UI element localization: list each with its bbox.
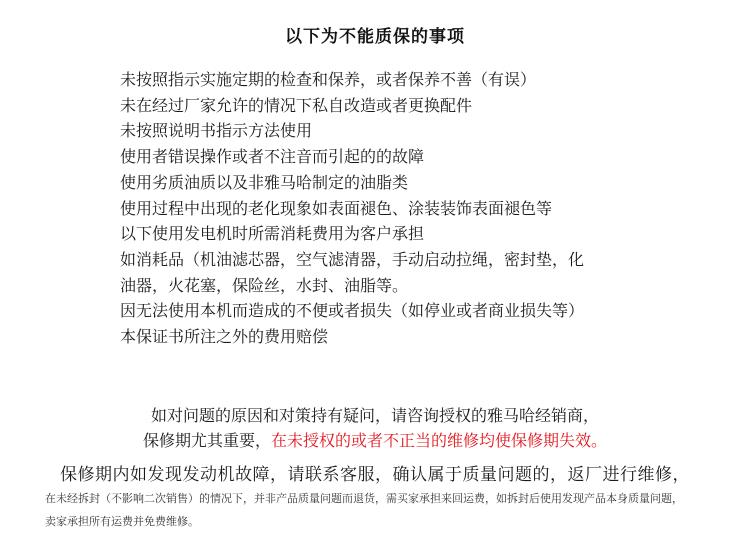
exclusion-item: 如消耗品（机油滤芯器，空气滤清器，手动启动拉绳，密封垫，化 — [120, 249, 585, 269]
consult-dealer-notice: 如对问题的原因和对策持有疑问，请咨询授权的雅马哈经销商， — [150, 406, 599, 425]
exclusion-item: 使用劣质油质以及非雅马哈制定的油脂类 — [120, 172, 409, 192]
exclusion-item: 未在经过厂家允许的情况下私自改造或者更换配件 — [120, 95, 473, 115]
return-policy-text: 在未经拆封（不影响二次销售）的情况下，并非产品质量问题而退货，需买家承担来回运费，如拆封后使用发现产品本身质量问题， — [45, 492, 683, 505]
warranty-importance-text: 保修期尤其重要， — [142, 431, 271, 450]
exclusion-item: 使用过程中出现的老化现象如表面褪色、涂装装饰表面褪色等 — [120, 198, 553, 218]
exclusion-item: 以下使用发电机时所需消耗费用为客户承担 — [120, 224, 425, 244]
warranty-importance-notice — [0, 428, 750, 451]
warranty-void-warning: 在未授权的或者不正当的维修均使保修期失效。 — [271, 431, 608, 450]
exclusion-item: 未按照指示实施定期的检查和保养，或者保养不善（有误） — [120, 70, 537, 89]
exclusion-item: 本保证书所注之外的费用赔偿 — [120, 327, 329, 347]
exclusion-item: 因无法使用本机而造成的不便或者损失（如停业或者商业损失等） — [120, 301, 585, 321]
service-notice: 保修期内如发现发动机故障，请联系客服，确认属于质量问题的，返厂进行维修， — [60, 465, 690, 485]
page-title: 以下为不能质保的事项 — [285, 27, 465, 47]
exclusion-item: 油器，火花塞，保险丝，水封、油脂等。 — [120, 275, 409, 295]
return-policy-text-continued: 卖家承担所有运费并免费维修。 — [45, 515, 199, 528]
exclusion-item: 使用者错误操作或者不注音而引起的的故障 — [120, 147, 425, 167]
exclusion-list — [120, 67, 584, 350]
exclusion-item: 未按照说明书指示方法使用 — [120, 121, 313, 141]
